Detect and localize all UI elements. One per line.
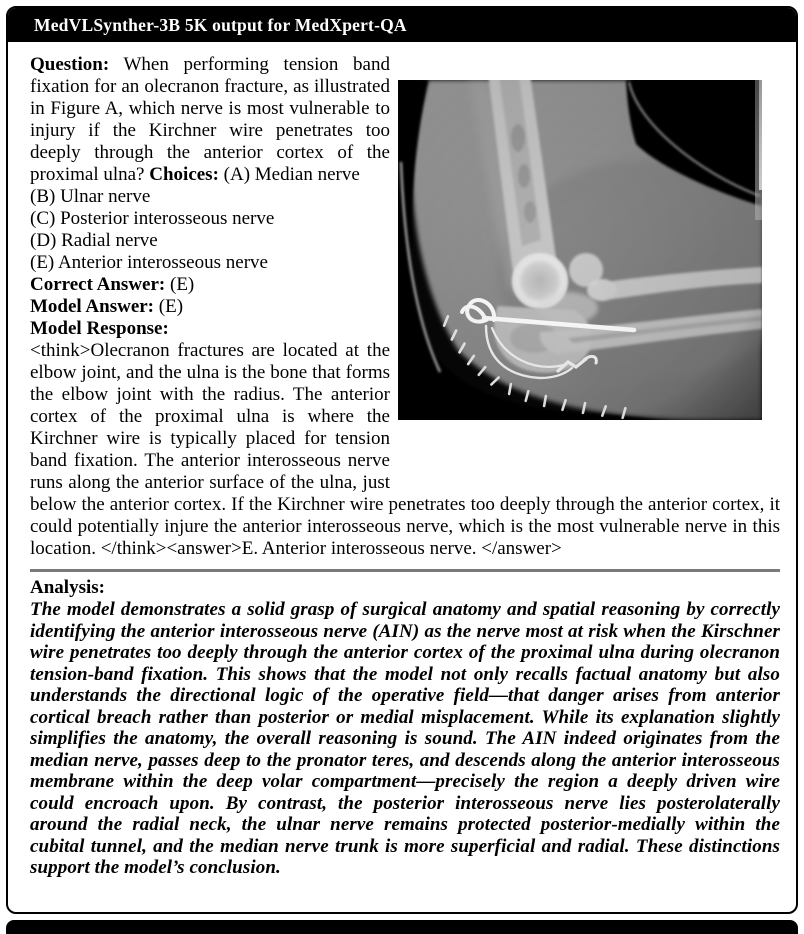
choice-option-a: (A) Median nerve — [223, 164, 360, 185]
analysis-text: The model demonstrates a solid grasp of surgical anatomy and spatial reasoning by correctly identifying the anterior interosseous nerve (AIN) as the nerve most at risk when the Kirschner wire penetrates too deeply through the anterior cortex of the proximal ulna during olecranon tension-band fixation. This shows that the model not only recalls factual anatomy but also understands the directional logic of the operative field—that danger arises from anterior cortical breach rather than posterior or medial misplacement. While its explanation slightly simplifies the anatomy, the overall reasoning is sound. The AIN indeed originates from the median nerve, passes deep to the pronator teres, and descends along the anterior interosseous membrane within the deep volar compartment—precisely the region a deeply driven wire could encroach upon. By contrast, the posterior interosseous nerve lies posterolaterally around the radial neck, the ulnar nerve remains protected posterior-medially within the cubital tunnel, and the median nerve trunk is more superficial and radial. These distinctions support the model’s conclusion. — [30, 599, 780, 878]
model-response-text: <think>Olecranon fractures are located at the elbow joint, and the ulna is the bone that forms the elbow joint with the radius. The anterior cortex of the proximal ulna is where the Kirchner wire is typically placed for tension band fixation. The anterior interosseous nerve runs along the anterior surface of the ulna, just below the anterior cortex. If the Kirchner wire penetrates too deeply through the anterior cortex, it could potentially injure the anterior interosseous nerve, which is the most vulnerable nerve in this location. </think><answer>E. Anterior interosseous nerve. </answer> — [30, 340, 780, 559]
model-answer-value: (E) — [158, 296, 184, 317]
model-response-label: Model Response: — [30, 318, 169, 339]
model-answer-label: Model Answer: — [30, 296, 155, 317]
choice-option-e: (E) Anterior interosseous nerve — [30, 252, 268, 273]
correct-answer-value: (E) — [170, 274, 195, 295]
figure-content — [8, 42, 796, 879]
figure-title: MedVLSynther-3B 5K output for MedXpert-QA — [34, 14, 407, 35]
figure-title-bar — [8, 8, 796, 42]
section-divider — [30, 569, 780, 572]
figure-a-elbow-xray — [398, 80, 762, 420]
question-label: Question: — [30, 54, 110, 75]
question-text: When performing tension band fixation for an olecranon fracture, as illustrated in Figure A, which nerve is most vulnerable to injury if the Kirchner wire penetrates too deeply through the anterior cortex of the proximal ulna? — [30, 54, 390, 185]
choice-option-d: (D) Radial nerve — [30, 230, 158, 251]
xray-image — [398, 80, 762, 420]
choice-option-c: (C) Posterior interosseous nerve — [30, 208, 275, 229]
example-output-box — [6, 6, 798, 914]
choice-option-b: (B) Ulnar nerve — [30, 186, 151, 207]
next-figure-title-bar-cut — [6, 920, 798, 934]
xray-vignette — [398, 80, 762, 420]
correct-answer-label: Correct Answer: — [30, 274, 166, 295]
analysis-label: Analysis: — [30, 577, 105, 598]
choices-label: Choices: — [149, 164, 219, 185]
